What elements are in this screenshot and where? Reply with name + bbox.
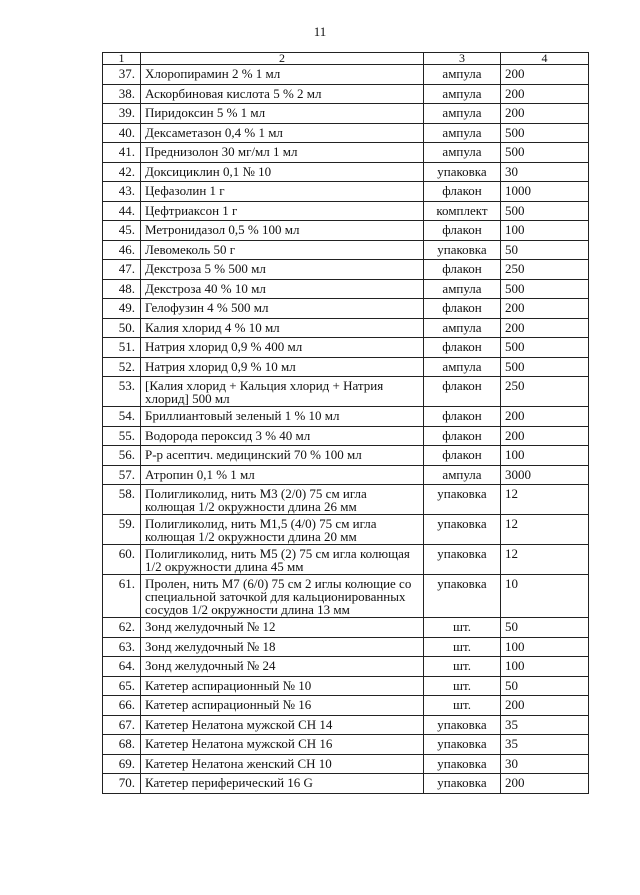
item-unit: упаковка: [424, 240, 501, 260]
item-name: Левомеколь 50 г: [141, 240, 424, 260]
row-number: 53.: [103, 377, 141, 407]
item-name: Преднизолон 30 мг/мл 1 мл: [141, 143, 424, 163]
table-row: [103, 143, 589, 163]
row-number: 68.: [103, 735, 141, 755]
item-name: Хлоропирамин 2 % 1 мл: [141, 65, 424, 85]
item-quantity: 200: [501, 426, 589, 446]
item-name: Полигликолид, нить М5 (2) 75 см игла колющая 1/2 окружности длина 45 мм: [141, 545, 424, 575]
item-unit: комплект: [424, 201, 501, 221]
table-row: [103, 465, 589, 485]
item-unit: флакон: [424, 426, 501, 446]
table-row: [103, 637, 589, 657]
item-unit: флакон: [424, 407, 501, 427]
table-row: [103, 240, 589, 260]
item-unit: упаковка: [424, 515, 501, 545]
table-row: [103, 357, 589, 377]
row-number: 55.: [103, 426, 141, 446]
item-name: Катетер Нелатона женский CH 10: [141, 754, 424, 774]
item-name: Катетер аспирационный № 10: [141, 676, 424, 696]
table-row: [103, 104, 589, 124]
item-unit: упаковка: [424, 485, 501, 515]
item-name: Доксициклин 0,1 № 10: [141, 162, 424, 182]
item-name: Декстроза 40 % 10 мл: [141, 279, 424, 299]
row-number: 56.: [103, 446, 141, 466]
table-row: [103, 182, 589, 202]
item-name: Катетер периферический 16 G: [141, 774, 424, 794]
item-unit: ампула: [424, 465, 501, 485]
item-quantity: 250: [501, 377, 589, 407]
item-unit: упаковка: [424, 754, 501, 774]
table-row: [103, 65, 589, 85]
item-quantity: 50: [501, 618, 589, 638]
row-number: 44.: [103, 201, 141, 221]
row-number: 46.: [103, 240, 141, 260]
row-number: 39.: [103, 104, 141, 124]
row-number: 62.: [103, 618, 141, 638]
row-number: 50.: [103, 318, 141, 338]
table-row: [103, 162, 589, 182]
row-number: 57.: [103, 465, 141, 485]
row-number: 67.: [103, 715, 141, 735]
item-quantity: 12: [501, 545, 589, 575]
item-name: Полигликолид, нить М3 (2/0) 75 см игла колющая 1/2 окружности длина 26 мм: [141, 485, 424, 515]
column-header-2: 2: [141, 53, 424, 65]
item-quantity: 500: [501, 357, 589, 377]
item-quantity: 100: [501, 221, 589, 241]
row-number: 42.: [103, 162, 141, 182]
item-name: Метронидазол 0,5 % 100 мл: [141, 221, 424, 241]
item-unit: шт.: [424, 618, 501, 638]
item-unit: ампула: [424, 84, 501, 104]
item-name: Аскорбиновая кислота 5 % 2 мл: [141, 84, 424, 104]
item-quantity: 500: [501, 279, 589, 299]
item-quantity: 200: [501, 774, 589, 794]
row-number: 70.: [103, 774, 141, 794]
table-row: [103, 515, 589, 545]
table-row: [103, 735, 589, 755]
item-name: Атропин 0,1 % 1 мл: [141, 465, 424, 485]
row-number: 64.: [103, 657, 141, 677]
table-row: [103, 446, 589, 466]
table-row: [103, 201, 589, 221]
item-name: Пролен, нить М7 (6/0) 75 см 2 иглы колющие со специальной заточкой для кальционированных сосудов 1/2 окружности длина 13 мм: [141, 575, 424, 618]
item-unit: ампула: [424, 104, 501, 124]
item-quantity: 100: [501, 446, 589, 466]
item-unit: ампула: [424, 123, 501, 143]
table-row: [103, 657, 589, 677]
row-number: 54.: [103, 407, 141, 427]
item-unit: флакон: [424, 260, 501, 280]
table-row: [103, 338, 589, 358]
item-quantity: 200: [501, 299, 589, 319]
row-number: 63.: [103, 637, 141, 657]
item-unit: упаковка: [424, 774, 501, 794]
item-unit: ампула: [424, 357, 501, 377]
item-name: Зонд желудочный № 18: [141, 637, 424, 657]
item-unit: флакон: [424, 338, 501, 358]
item-unit: упаковка: [424, 162, 501, 182]
item-quantity: 50: [501, 240, 589, 260]
item-name: Цефазолин 1 г: [141, 182, 424, 202]
item-quantity: 35: [501, 715, 589, 735]
table-row: [103, 407, 589, 427]
table-row: [103, 299, 589, 319]
row-number: 43.: [103, 182, 141, 202]
page-number: 11: [313, 24, 327, 39]
item-name: [Калия хлорид + Кальция хлорид + Натрия хлорид] 500 мл: [141, 377, 424, 407]
item-unit: ампула: [424, 65, 501, 85]
row-number: 41.: [103, 143, 141, 163]
row-number: 48.: [103, 279, 141, 299]
row-number: 40.: [103, 123, 141, 143]
row-number: 49.: [103, 299, 141, 319]
row-number: 51.: [103, 338, 141, 358]
item-quantity: 30: [501, 754, 589, 774]
item-name: Дексаметазон 0,4 % 1 мл: [141, 123, 424, 143]
item-quantity: 100: [501, 637, 589, 657]
row-number: 59.: [103, 515, 141, 545]
item-name: Бриллиантовый зеленый 1 % 10 мл: [141, 407, 424, 427]
medical-supplies-table: [102, 52, 589, 794]
item-name: Зонд желудочный № 12: [141, 618, 424, 638]
item-unit: флакон: [424, 446, 501, 466]
item-name: Калия хлорид 4 % 10 мл: [141, 318, 424, 338]
row-number: 65.: [103, 676, 141, 696]
item-name: Натрия хлорид 0,9 % 10 мл: [141, 357, 424, 377]
item-quantity: 500: [501, 338, 589, 358]
item-quantity: 200: [501, 696, 589, 716]
item-quantity: 30: [501, 162, 589, 182]
item-name: Цефтриаксон 1 г: [141, 201, 424, 221]
item-unit: упаковка: [424, 715, 501, 735]
table-row: [103, 575, 589, 618]
item-unit: флакон: [424, 182, 501, 202]
table-row: [103, 754, 589, 774]
item-quantity: 200: [501, 318, 589, 338]
item-quantity: 500: [501, 123, 589, 143]
row-number: 45.: [103, 221, 141, 241]
row-number: 37.: [103, 65, 141, 85]
table-header-row: [103, 53, 589, 65]
item-quantity: 100: [501, 657, 589, 677]
item-unit: шт.: [424, 676, 501, 696]
column-header-3: 3: [424, 53, 501, 65]
column-header-1: 1: [103, 53, 141, 65]
item-name: Водорода пероксид 3 % 40 мл: [141, 426, 424, 446]
row-number: 52.: [103, 357, 141, 377]
row-number: 38.: [103, 84, 141, 104]
item-quantity: 200: [501, 407, 589, 427]
table-row: [103, 260, 589, 280]
row-number: 58.: [103, 485, 141, 515]
item-quantity: 250: [501, 260, 589, 280]
item-unit: упаковка: [424, 735, 501, 755]
item-name: Зонд желудочный № 24: [141, 657, 424, 677]
item-quantity: 10: [501, 575, 589, 618]
item-quantity: 1000: [501, 182, 589, 202]
table-row: [103, 279, 589, 299]
item-unit: ампула: [424, 318, 501, 338]
item-name: Катетер Нелатона мужской CH 16: [141, 735, 424, 755]
table-row: [103, 715, 589, 735]
item-quantity: 200: [501, 65, 589, 85]
item-quantity: 3000: [501, 465, 589, 485]
item-name: Р-р асептич. медицинский 70 % 100 мл: [141, 446, 424, 466]
item-unit: флакон: [424, 377, 501, 407]
row-number: 47.: [103, 260, 141, 280]
table-row: [103, 123, 589, 143]
item-quantity: 50: [501, 676, 589, 696]
row-number: 61.: [103, 575, 141, 618]
row-number: 69.: [103, 754, 141, 774]
item-quantity: 500: [501, 143, 589, 163]
item-unit: ампула: [424, 279, 501, 299]
item-unit: шт.: [424, 637, 501, 657]
item-unit: упаковка: [424, 575, 501, 618]
item-name: Полигликолид, нить М1,5 (4/0) 75 см игла колющая 1/2 окружности длина 20 мм: [141, 515, 424, 545]
item-quantity: 12: [501, 485, 589, 515]
item-name: Катетер аспирационный № 16: [141, 696, 424, 716]
row-number: 60.: [103, 545, 141, 575]
table-row: [103, 545, 589, 575]
table-row: [103, 377, 589, 407]
item-unit: ампула: [424, 143, 501, 163]
item-name: Гелофузин 4 % 500 мл: [141, 299, 424, 319]
item-unit: шт.: [424, 657, 501, 677]
item-name: Катетер Нелатона мужской CH 14: [141, 715, 424, 735]
item-quantity: 200: [501, 84, 589, 104]
table-row: [103, 318, 589, 338]
row-number: 66.: [103, 696, 141, 716]
column-header-4: 4: [501, 53, 589, 65]
item-quantity: 12: [501, 515, 589, 545]
item-quantity: 500: [501, 201, 589, 221]
table-row: [103, 426, 589, 446]
item-name: Декстроза 5 % 500 мл: [141, 260, 424, 280]
table-body: [103, 65, 589, 794]
item-quantity: 200: [501, 104, 589, 124]
item-name: Натрия хлорид 0,9 % 400 мл: [141, 338, 424, 358]
item-unit: шт.: [424, 696, 501, 716]
table-row: [103, 676, 589, 696]
item-name: Пиридоксин 5 % 1 мл: [141, 104, 424, 124]
table-row: [103, 774, 589, 794]
item-unit: флакон: [424, 299, 501, 319]
table-row: [103, 84, 589, 104]
item-unit: упаковка: [424, 545, 501, 575]
item-unit: флакон: [424, 221, 501, 241]
item-quantity: 35: [501, 735, 589, 755]
table-row: [103, 485, 589, 515]
table-row: [103, 696, 589, 716]
table-row: [103, 221, 589, 241]
table-row: [103, 618, 589, 638]
